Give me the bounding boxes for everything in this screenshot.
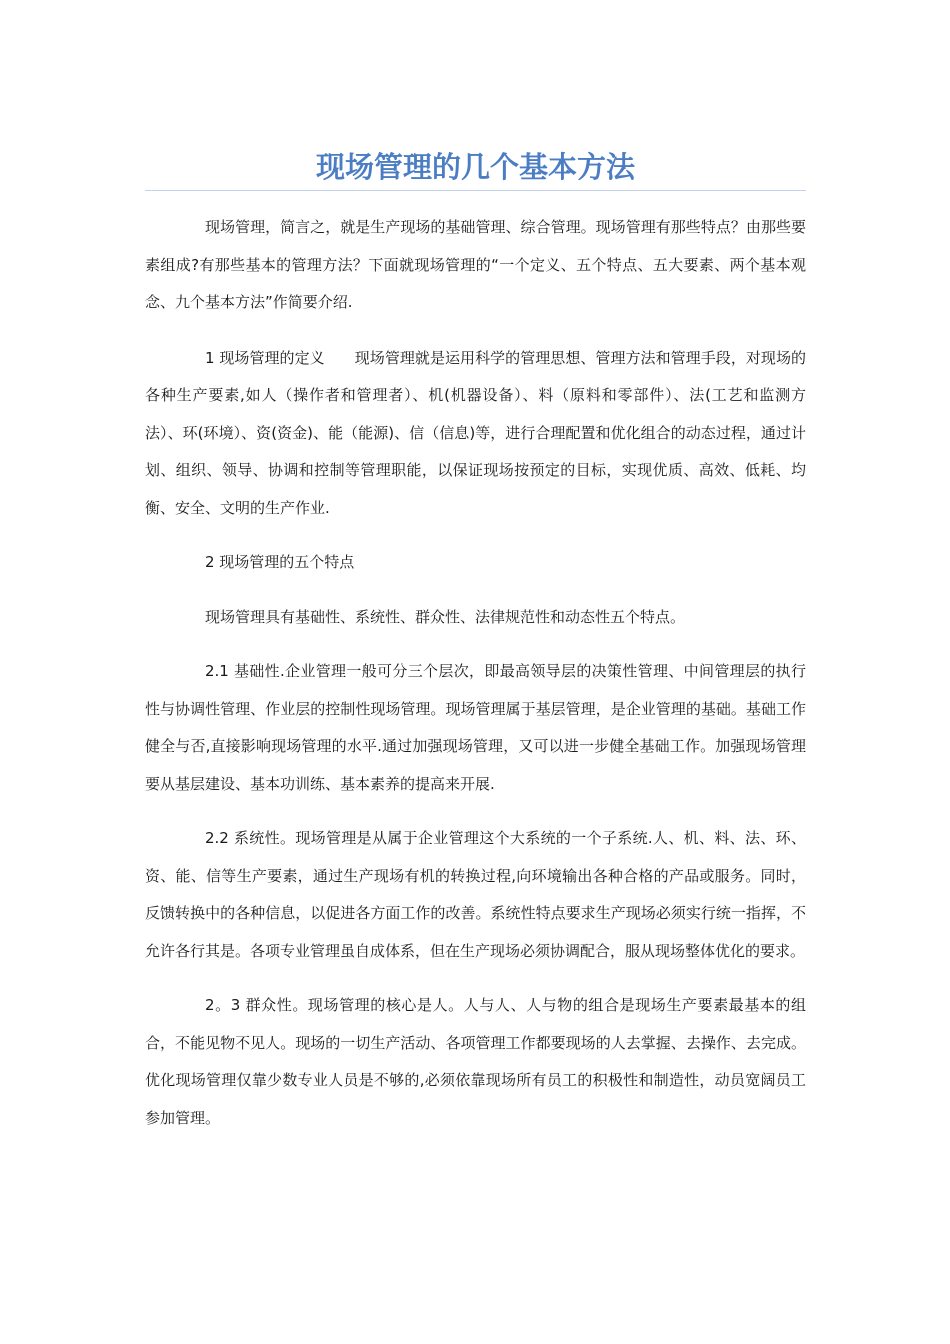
title-divider <box>145 190 806 191</box>
section-heading-features: 2 现场管理的五个特点 <box>205 553 355 571</box>
document-body <box>145 209 806 1137</box>
feature-basic-paragraph: 2.1 基础性.企业管理一般可分三个层次，即最高领导层的决策性管理、中间管理层的执行性与协调性管理、作业层的控制性现场管理。现场管理属于基层管理，是企业管理的基础。基础工作健全与否,直接影响现场管理的水平.通过加强现场管理，又可以进一步健全基础工作。加强现场管理要从基层建设、基本功训练、基本素养的提高来开展. <box>145 662 806 793</box>
definition-paragraph: 1 现场管理的定义 现场管理就是运用科学的管理思想、管理方法和管理手段，对现场的各种生产要素,如人（操作者和管理者）、机(机器设备）、料（原料和零部件）、法(工艺和监测方法）、环(环境）、资(资金)、能（能源)、信（信息)等，进行合理配置和优化组合的动态过程，通过计划、组织、领导、协调和控制等管理职能，以保证现场按预定的目标，实现优质、高效、低耗、均衡、安全、文明的生产作业. <box>145 348 806 517</box>
feature-systematic-paragraph: 2.2 系统性。现场管理是从属于企业管理这个大系统的一个子系统.人、机、料、法、环、资、能、信等生产要素，通过生产现场有机的转换过程,向环境输出各种合格的产品或服务。同时，反馈转换中的各种信息，以促进各方面工作的改善。系统性特点要求生产现场必须实行统一指挥，不允许各行其是。各项专业管理虽自成体系，但在生产现场必须协调配合，服从现场整体优化的要求。 <box>145 829 806 960</box>
feature-mass-paragraph: 2。3 群众性。现场管理的核心是人。人与人、人与物的组合是现场生产要素最基本的组合，不能见物不见人。现场的一切生产活动、各项管理工作都要现场的人去掌握、去操作、去完成。优化现场管理仅靠少数专业人员是不够的,必须依靠现场所有员工的积极性和制造性，动员宽阔员工参加管理。 <box>145 996 806 1127</box>
features-summary-paragraph: 现场管理具有基础性、系统性、群众性、法律规范性和动态性五个特点。 <box>205 607 686 626</box>
intro-paragraph: 现场管理，简言之，就是生产现场的基础管理、综合管理。现场管理有那些特点？由那些要素组成?有那些基本的管理方法？下面就现场管理的“一个定义、五个特点、五大要素、两个基本观念、九个基本方法”作简要介绍. <box>145 218 806 311</box>
document-title: 现场管理的几个基本方法 <box>315 150 635 184</box>
